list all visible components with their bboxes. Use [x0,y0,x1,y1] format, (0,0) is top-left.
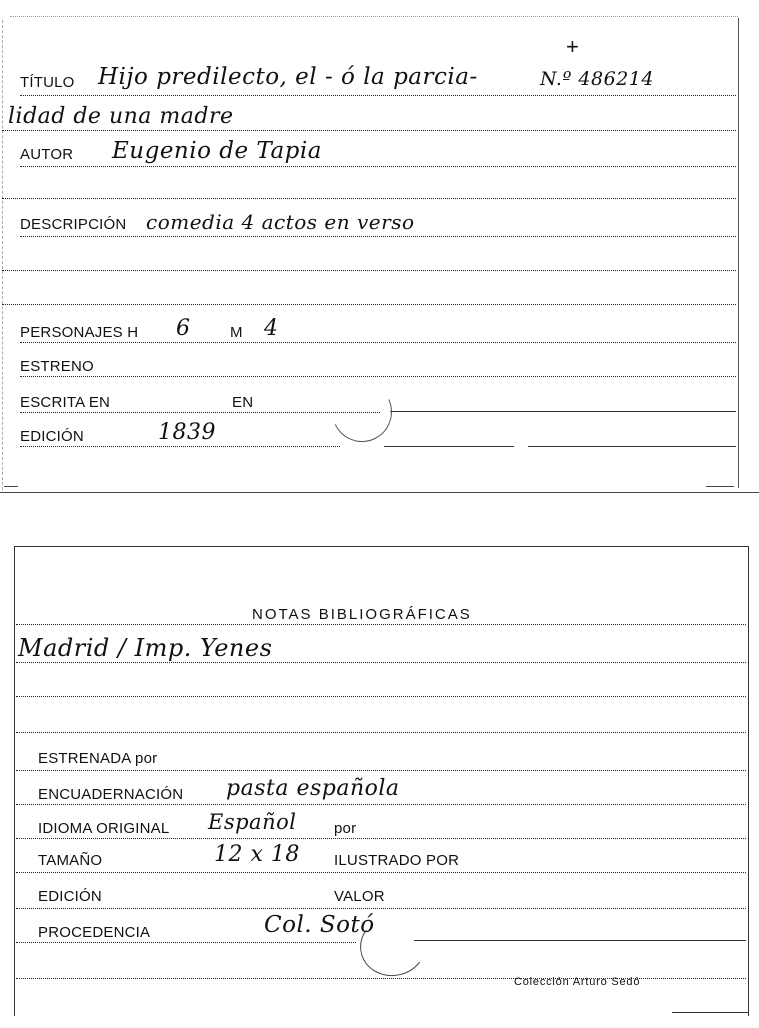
procedencia-label: PROCEDENCIA [38,924,151,941]
idioma-por-label: por [334,820,357,837]
descripcion-label: DESCRIPCIÓN [20,216,127,233]
descripcion-rule [20,236,736,237]
footer-text: Colección Arturo Sedó [514,976,641,988]
descripcion-value: comedia 4 actos en verso [146,210,415,234]
personajes-m-label: M [230,324,243,341]
punch-hole-top [324,374,401,451]
estreno-label: ESTRENO [20,358,94,375]
idioma-label: IDIOMA ORIGINAL [38,820,170,837]
encuadernacion-label: ENCUADERNACIÓN [38,786,184,803]
titulo-rule [20,95,736,96]
bottom-catalog-card [0,540,759,1028]
bottom-card-bottom-edge [672,1012,748,1013]
notas-rule [16,624,746,625]
blank-rule-1 [2,198,736,199]
titulo-value-line2: lidad de una madre [8,104,234,129]
estrenada-label: ESTRENADA por [38,750,158,767]
blank-rule-3 [2,304,736,305]
procedencia-rule-right [414,940,746,941]
top-card-left-edge [2,20,3,490]
top-card-right-edge [738,18,739,488]
edicion-rule-right-2 [528,446,736,447]
escrita-rule-right [390,411,736,412]
escrita-en-label: EN [232,394,254,411]
procedencia-rule [16,942,356,943]
notas-rule-2 [16,662,746,663]
autor-label: AUTOR [20,146,74,163]
encuadernacion-value: pasta española [226,776,400,801]
catalog-number: N.º 486214 [540,68,654,90]
top-card-bottom-edge [0,492,759,493]
bottom-card-top-edge [14,546,748,547]
estrenada-rule [16,770,746,771]
edicion-rule-bottom [16,908,746,909]
cross-mark: + [566,34,579,59]
edicion-label: EDICIÓN [20,428,84,445]
tamano-label: TAMAÑO [38,852,103,869]
notas-value: Madrid / Imp. Yenes [18,634,273,662]
blank-rule-2 [2,270,736,271]
edicion-rule-right [384,446,514,447]
top-catalog-card [0,0,759,500]
personajes-h-value: 6 [176,316,191,341]
estreno-rule [20,376,736,377]
escrita-rule [20,412,380,413]
blank-rule-5 [16,732,746,733]
edge-mark-right [706,486,734,487]
personajes-m-value: 4 [264,316,279,341]
personajes-rule [20,342,736,343]
edicion-value: 1839 [158,420,216,445]
tamano-rule [16,872,746,873]
bottom-card-left-edge [14,546,15,1016]
edge-mark-left [4,486,18,487]
valor-label: VALOR [334,888,385,905]
procedencia-value: Col. Sotó [264,912,375,938]
idioma-rule [16,838,746,839]
titulo-rule-2 [2,130,736,131]
top-card-top-edge [10,16,738,17]
titulo-value-line1: Hijo predilecto, el - ó la parcia- [98,64,478,90]
tamano-value: 12 x 18 [214,842,300,867]
personajes-label: PERSONAJES H [20,324,139,341]
titulo-label: TÍTULO [20,74,75,91]
encuadernacion-rule [16,804,746,805]
autor-value: Eugenio de Tapia [112,138,322,164]
blank-rule-4 [16,696,746,697]
idioma-value: Español [208,810,297,834]
autor-rule [20,166,736,167]
bottom-card-right-edge [748,546,749,1016]
ilustrado-label: ILUSTRADO POR [334,852,460,869]
notas-heading: NOTAS BIBLIOGRÁFICAS [252,606,472,623]
edicion-rule [20,446,340,447]
escrita-label: ESCRITA EN [20,394,111,411]
edicion-label-bottom: EDICIÓN [38,888,102,905]
